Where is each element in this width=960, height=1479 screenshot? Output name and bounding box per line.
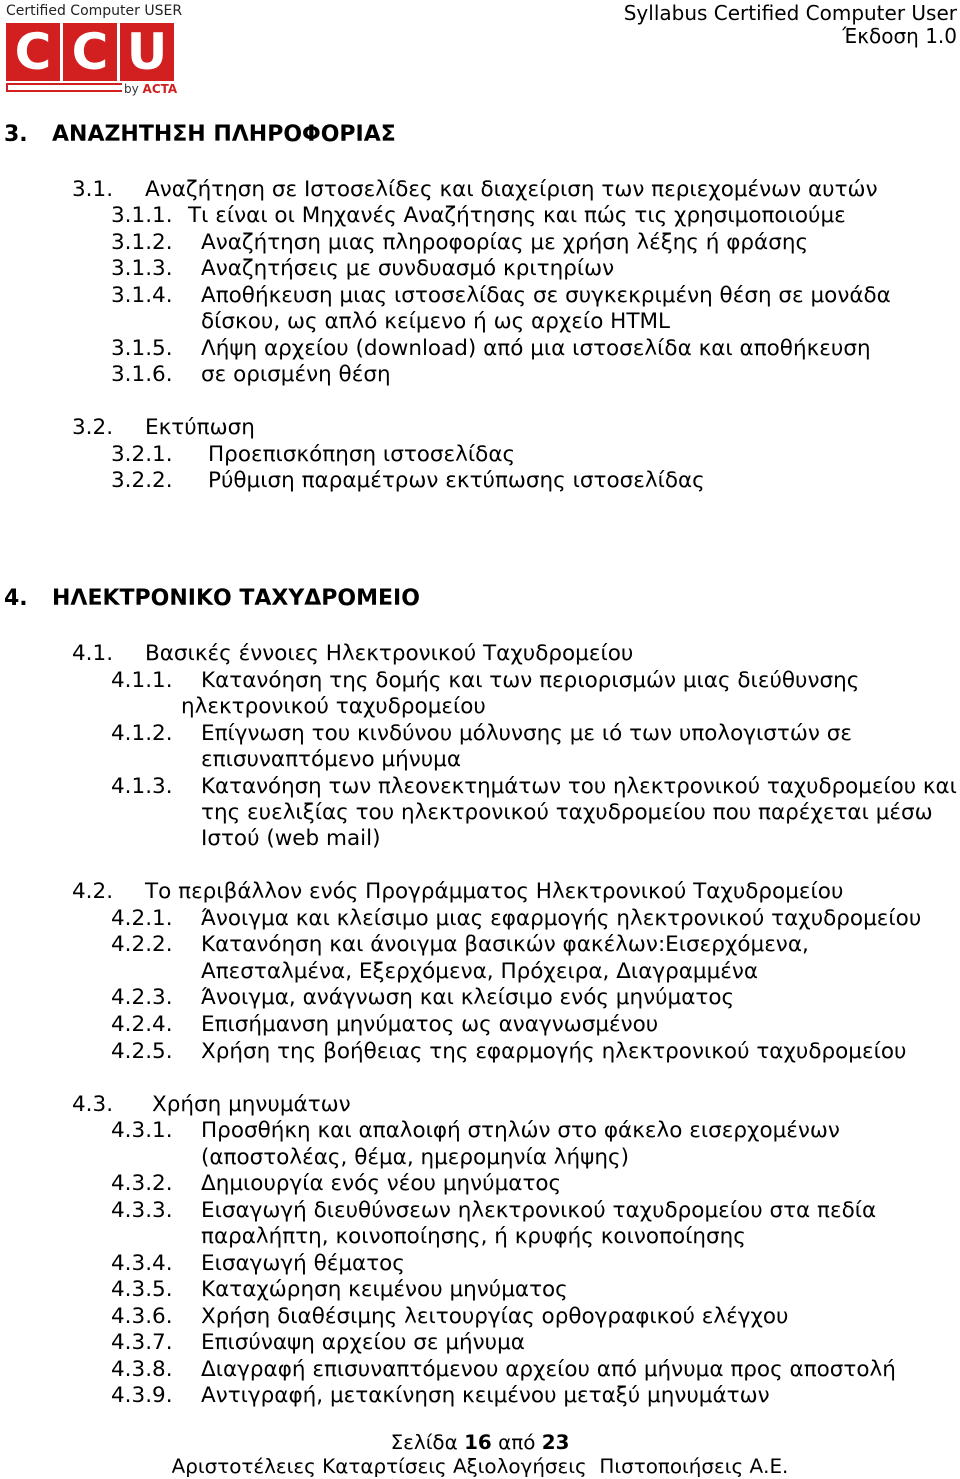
logo-caption: Certified Computer USER [6,3,183,19]
item-text: Εισαγωγή θέματος [201,1251,405,1276]
item-number: 3.1.2. [111,230,173,255]
item-text: Αναζητήσεις με συνδυασμό κριτηρίων [201,256,615,281]
item-text: Άνοιγμα, ανάγνωση και κλείσιμο ενός μηνύματος [201,985,735,1010]
item-text: Κατανόηση της δομής και των περιορισμών μιας διεύθυνσης [201,668,860,693]
logo-letter: U [120,23,174,81]
total-pages: 23 [541,1431,570,1454]
item-text: Αντιγραφή, μετακίνηση κειμένου μεταξύ μηνυμάτων [201,1383,770,1408]
item-number: 4.3.2. [111,1171,173,1196]
item-number: 4.2.2. [111,932,173,957]
item-text: Κατανόηση και άνοιγμα βασικών φακέλων:Εισερχόμενα, [201,932,809,957]
item-text-continued: Ιστού (web mail) [201,826,381,851]
s42-number: 4.2. [72,879,114,904]
s31-title: Αναζήτηση σε Ιστοσελίδες και διαχείριση των περιεχομένων αυτών [145,177,878,202]
item-text: Επισύναψη αρχείου σε μήνυμα [201,1330,525,1355]
item-text-continued: παραλήπτη, κοινοποίησης, ή κρυφής κοινοποίησης [201,1224,746,1249]
item-number: 4.3.3. [111,1198,173,1223]
item-number: 4.3.9. [111,1383,173,1408]
page-number [0,1431,960,1455]
item-text: Επίγνωση του κινδύνου μόλυνσης με ιό των υπολογιστών σε [201,721,852,746]
footer-company: Αριστοτέλειες Καταρτίσεις Αξιολογήσεις Πιστοποιήσεις Α.Ε. [171,1455,789,1478]
item-number: 4.3.7. [111,1330,173,1355]
ccu-logo [6,3,183,97]
logo-letters [6,23,174,81]
of-word: από [498,1431,536,1454]
item-text: Αποθήκευση μιας ιστοσελίδας σε συγκεκριμένη θέση σε μονάδα [201,283,891,308]
item-text: Επισήμανση μηνύματος ως αναγνωσμένου [201,1012,659,1037]
item-text: Προεπισκόπηση ιστοσελίδας [208,442,516,467]
section-3-title: ΑΝΑΖΗΤΗΣΗ ΠΛΗΡΟΦΟΡΙΑΣ [52,122,396,147]
item-text: Αναζήτηση μιας πληροφορίας με χρήση λέξης ή φράσης [201,230,809,255]
section-3-number: 3. [4,122,28,147]
logo-by-text [124,82,177,96]
header-version: Έκδοση 1.0 [842,24,957,48]
item-number: 3.2.2. [111,468,173,493]
s32-title: Εκτύπωση [145,415,255,440]
logo-brand: ACTA [142,82,178,96]
header-title: Syllabus Certified Computer User [623,1,957,25]
item-number: 3.1.6. [111,362,173,387]
item-text: Τι είναι οι Μηχανές Αναζήτησης και πώς τις χρησιμοποιούμε [188,203,846,228]
item-text-continued: επισυναπτόμενο μήνυμα [201,747,462,772]
item-text: Διαγραφή επισυναπτόμενου αρχείου από μήνυμα προς αποστολή [201,1357,896,1382]
item-number: 4.1.3. [111,774,173,799]
logo-letter: C [63,23,117,81]
item-number: 4.2.3. [111,985,173,1010]
item-number: 4.3.8. [111,1357,173,1382]
item-text-continued: δίσκου, ως απλό κείμενο ή ως αρχείο HTML [201,309,671,334]
page-word: Σελίδα [390,1431,458,1454]
item-text: Εισαγωγή διευθύνσεων ηλεκτρονικού ταχυδρομείου στα πεδία [201,1198,877,1223]
s43-title: Χρήση μηνυμάτων [152,1092,351,1117]
item-number: 4.2.4. [111,1012,173,1037]
item-text: Προσθήκη και απαλοιφή στηλών στο φάκελο εισερχομένων [201,1118,840,1143]
item-text: Λήψη αρχείου (download) από μια ιστοσελίδα και αποθήκευση [201,336,871,361]
s43-number: 4.3. [72,1092,114,1117]
item-text: σε ορισμένη θέση [201,362,391,387]
s41-number: 4.1. [72,641,114,666]
item-text: Ρύθμιση παραμέτρων εκτύπωσης ιστοσελίδας [208,468,705,493]
item-number: 4.3.4. [111,1251,173,1276]
current-page: 16 [464,1431,492,1454]
s31-number: 3.1. [72,177,114,202]
logo-underline [6,83,122,92]
item-text: Κατανόηση των πλεονεκτημάτων του ηλεκτρονικού ταχυδρομείου και [201,774,957,799]
s32-number: 3.2. [72,415,114,440]
s42-title: Το περιβάλλον ενός Προγράμματος Ηλεκτρονικού Ταχυδρομείου [145,879,844,904]
item-number: 4.1.1. [111,668,173,693]
item-text: Άνοιγμα και κλείσιμο μιας εφαρμογής ηλεκτρονικού ταχυδρομείου [201,906,922,931]
item-number: 3.1.5. [111,336,173,361]
item-number: 4.3.6. [111,1304,173,1329]
item-number: 3.1.4. [111,283,173,308]
section-4-title: ΗΛΕΚΤΡΟΝΙΚΟ ΤΑΧΥΔΡΟΜΕΙΟ [52,586,420,611]
item-number: 4.3.1. [111,1118,173,1143]
item-text: Χρήση της βοήθειας της εφαρμογής ηλεκτρονικού ταχυδρομείου [201,1039,907,1064]
item-number: 4.2.1. [111,906,173,931]
item-text-continued: της ευελιξίας του ηλεκτρονικού ταχυδρομείου που παρέχεται μέσω [201,800,933,825]
item-text: Χρήση διαθέσιμης λειτουργίας ορθογραφικού ελέγχου [201,1304,789,1329]
item-number: 3.1.1. [111,203,173,228]
item-number: 3.2.1. [111,442,173,467]
logo-by: by [124,82,139,96]
s41-title: Βασικές έννοιες Ηλεκτρονικού Ταχυδρομείου [145,641,634,666]
section-4-number: 4. [4,586,28,611]
item-text: Καταχώρηση κειμένου μηνύματος [201,1277,568,1302]
item-text: Δημιουργία ενός νέου μηνύματος [201,1171,562,1196]
item-number: 4.2.5. [111,1039,173,1064]
item-number: 4.1.2. [111,721,173,746]
item-text-continued: ηλεκτρονικού ταχυδρομείου [181,694,486,719]
item-number: 3.1.3. [111,256,173,281]
logo-letter: C [6,23,60,81]
item-number: 4.3.5. [111,1277,173,1302]
item-text-continued: (αποστολέας, θέμα, ημερομηνία λήψης) [201,1145,629,1170]
item-text-continued: Απεσταλμένα, Εξερχόμενα, Πρόχειρα, Διαγραμμένα [201,959,759,984]
